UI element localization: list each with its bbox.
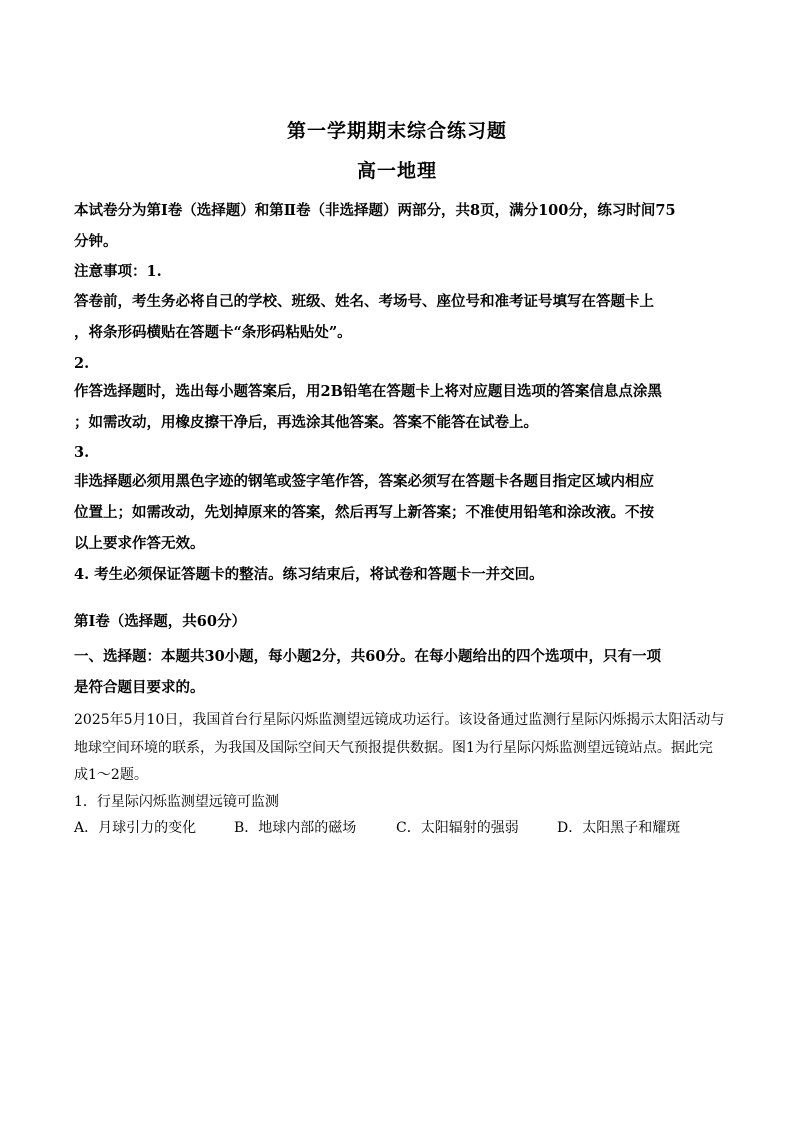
intro-line-2: 分钟。: [74, 233, 118, 250]
passage-line-1: 2025年5月10日，我国首台行星际闪烁监测望远镜成功运行。该设备通过监测行星际闪烁揭示太阳活动与: [74, 712, 725, 728]
note-3-line-3: 以上要求作答无效。: [74, 535, 205, 552]
intro-line-1: 本试卷分为第Ⅰ卷（选择题）和第Ⅱ卷（非选择题）两部分，共8页，满分100分，练习时间75: [74, 202, 676, 219]
note-4: 4. 考生必须保证答题卡的整洁。练习结束后，将试卷和答题卡一并交回。: [74, 566, 544, 583]
question-1-option-a: A．月球引力的变化: [74, 820, 197, 836]
note-2-line-2: ；如需改动，用橡皮擦干净后，再选涂其他答案。答案不能答在试卷上。: [74, 414, 538, 431]
note-3-number: 3.: [74, 444, 90, 461]
note-3-line-2: 位置上；如需改动，先划掉原来的答案，然后再写上新答案；不准使用铅笔和涂改液。不按: [74, 504, 654, 521]
note-1-line-2: ，将条形码横贴在答题卡“条形码粘贴处”。: [74, 324, 352, 341]
passage-line-2: 地球空间环境的联系，为我国及国际空间天气预报提供数据。图1为行星际闪烁监测望远镜站点。据此完: [74, 740, 713, 756]
section-1-instructions-line-2: 是符合题目要求的。: [74, 679, 205, 696]
question-1-option-c: C．太阳辐射的强弱: [396, 820, 519, 836]
note-1-line-1: 答卷前，考生务必将自己的学校、班级、姓名、考场号、座位号和准考证号填写在答题卡上: [74, 293, 654, 310]
section-1-instructions-line-1: 一、选择题：本题共30小题，每小题2分，共60分。在每小题给出的四个选项中，只有一项: [74, 648, 661, 665]
note-2-number: 2.: [74, 355, 90, 372]
notes-heading: 注意事项：1.: [74, 263, 162, 280]
passage-line-3: 成1～2题。: [74, 767, 148, 783]
note-2-line-1: 作答选择题时，选出每小题答案后，用2B铅笔在答题卡上将对应题目选项的答案信息点涂黑: [74, 383, 662, 400]
exam-subtitle: 高一地理: [356, 160, 437, 182]
section-1-title: 第Ⅰ卷（选择题，共60分）: [74, 613, 246, 630]
question-1-option-b: B．地球内部的磁场: [234, 820, 357, 836]
note-3-line-1: 非选择题必须用黑色字迹的钢笔或签字笔作答，答案必须写在答题卡各题目指定区域内相应: [74, 473, 654, 490]
exam-title: 第一学期期末综合练习题: [286, 120, 507, 142]
question-1-stem: 1．行星际闪烁监测望远镜可监测: [74, 794, 279, 810]
question-1-option-d: D．太阳黑子和耀斑: [557, 820, 681, 836]
